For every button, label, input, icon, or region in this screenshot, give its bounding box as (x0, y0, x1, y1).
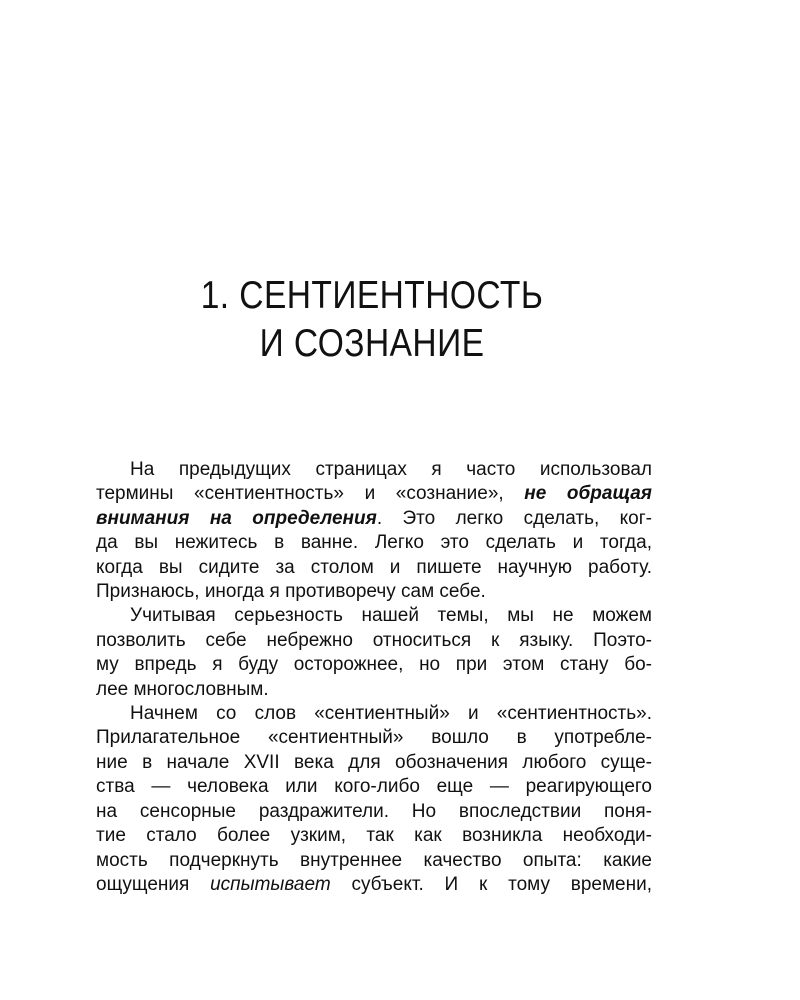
emphasis-text: испытывает (210, 873, 331, 895)
emphasis-text: внимания на определения (96, 507, 377, 529)
chapter-title-line-2: И СОЗНАНИЕ (259, 322, 485, 365)
text-line (96, 726, 652, 750)
text-run: позволить себе небрежно относиться к языку. Поэто- (96, 629, 652, 651)
text-line (96, 824, 652, 848)
text-line (96, 629, 652, 653)
text-line (96, 702, 652, 726)
text-run: ства — человека или кого-либо еще — реагирующего (96, 776, 652, 798)
text-run: Начнем со слов «сентиентный» и «сентиентность». (130, 703, 652, 725)
text-line (96, 849, 652, 873)
emphasis-text: не обращая (524, 483, 652, 505)
text-line (96, 604, 652, 628)
text-line (96, 580, 652, 604)
text-run: когда вы сидите за столом и пишете научную работу. (96, 556, 652, 578)
chapter-body-text (96, 458, 652, 897)
chapter-title-line-1: 1. СЕНТИЕНТНОСТЬ (200, 274, 544, 317)
text-line (96, 653, 652, 677)
text-run: мость подчеркнуть внутреннее качество опыта: какие (96, 849, 652, 871)
text-run: му впредь я буду осторожнее, но при этом стану бо- (96, 654, 652, 676)
text-run: термины «сентиентность» и «сознание», (96, 483, 525, 505)
paragraph (96, 458, 652, 604)
text-run: Прилагательное «сентиентный» вошло в употребле- (96, 727, 652, 749)
text-run: ощущения (96, 873, 211, 895)
text-run: да вы нежитесь в ванне. Легко это сделать и тогда, (96, 532, 652, 554)
text-line (96, 873, 652, 897)
paragraph (96, 702, 652, 897)
text-run: ние в начале XVII века для обозначения любого суще- (96, 751, 652, 773)
text-line (96, 458, 652, 482)
chapter-title (52, 272, 692, 368)
paragraph (96, 604, 652, 702)
text-run: . Это легко сделать, ког- (376, 507, 652, 529)
text-run: Признаюсь, иногда я противоречу сам себе. (96, 581, 486, 603)
text-run: тие стало более узким, так как возникла необходи- (96, 825, 652, 847)
text-line (96, 507, 652, 531)
text-run: на сенсорные раздражители. Но впоследствии поня- (96, 800, 652, 822)
text-line (96, 800, 652, 824)
text-line (96, 531, 652, 555)
text-run: лее многословным. (96, 678, 269, 700)
text-line (96, 678, 652, 702)
text-line (96, 775, 652, 799)
text-run: Учитывая серьезность нашей темы, мы не можем (130, 605, 652, 627)
text-run: На предыдущих страницах я часто использовал (130, 459, 652, 480)
text-line (96, 751, 652, 775)
text-line (96, 482, 652, 506)
text-line (96, 556, 652, 580)
text-run: субъект. И к тому времени, (330, 873, 652, 895)
